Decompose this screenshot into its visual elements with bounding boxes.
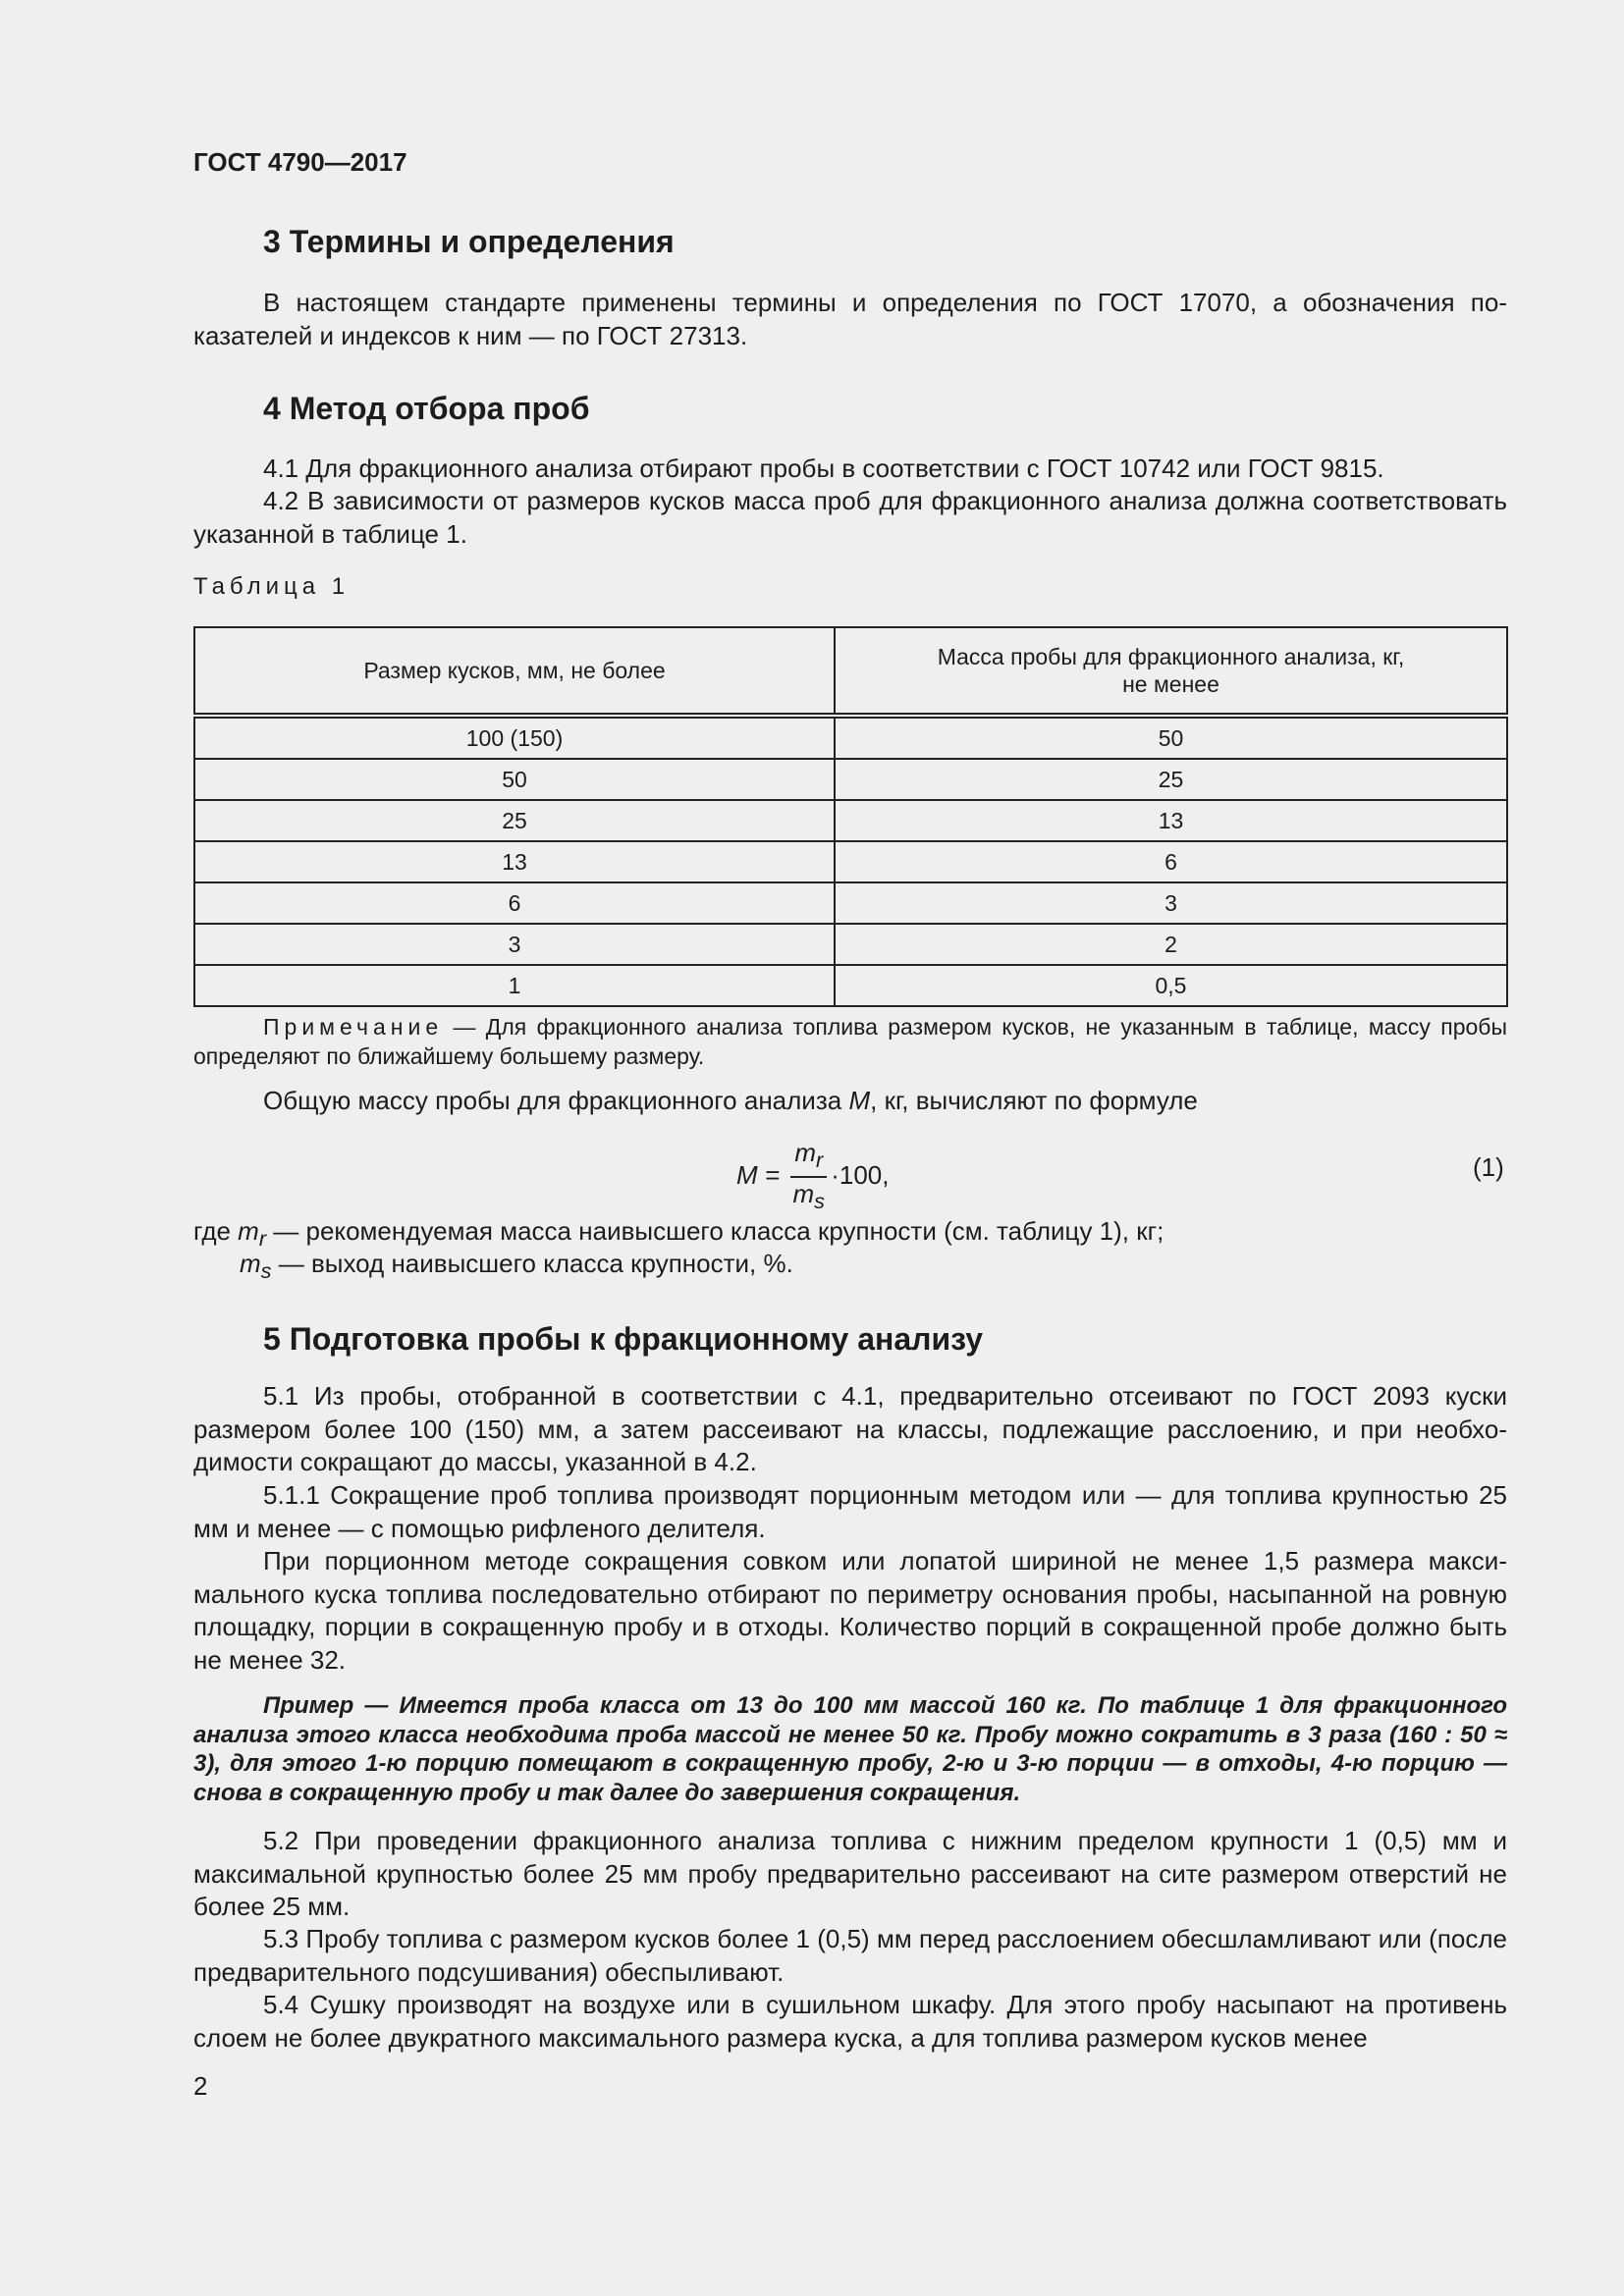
- where-var-sub-r: r: [258, 1226, 267, 1252]
- where-prefix: где: [193, 1216, 239, 1246]
- table-header-mass-line2: не менее: [1122, 671, 1219, 697]
- formula-denominator-sub: s: [814, 1189, 825, 1214]
- where-var-sub-s: s: [260, 1258, 272, 1284]
- table-row: [194, 965, 1507, 1006]
- table-cell-size: 13: [194, 841, 835, 882]
- table-row: [194, 716, 1507, 759]
- table-row: [194, 759, 1507, 800]
- formula-denominator: [790, 1178, 827, 1217]
- table-row: [194, 882, 1507, 924]
- paragraph-5-2: 5.2 При проведении фракционного анализа топлива с нижним пределом крупности 1 (0,5) мм и максимальной крупностью более 25 мм пробу предварительно рассеивают на сите размером отверстий не более 25 мм.: [193, 1826, 1507, 1921]
- table-header-mass: [835, 627, 1507, 716]
- formula-numerator-var: m: [794, 1138, 816, 1167]
- table-caption: Таблица 1: [193, 573, 351, 600]
- equation-number: (1): [1473, 1152, 1504, 1182]
- where-text-2: — выход наивысшего класса крупности, %.: [271, 1249, 793, 1278]
- table-cell-size: 50: [194, 759, 835, 800]
- table-cell-size: 6: [194, 882, 835, 924]
- formula-where-2: [240, 1248, 1506, 1288]
- table-cell-mass: 50: [835, 716, 1507, 759]
- formula-numerator-sub: r: [815, 1148, 824, 1173]
- where-var-m-2: m: [240, 1249, 261, 1278]
- paragraph-5-1: 5.1 Из пробы, отобранной в соответствии с 4.1, предварительно отсеивают по ГОСТ 2093 куски размером более 100 (150) мм, а затем рассеивают на классы, подлежащие расслоению, и при необходимости сокращают до массы, указанной в 4.2.: [193, 1381, 1507, 1476]
- table-cell-mass: 25: [835, 759, 1507, 800]
- formula-rhs: ·100,: [831, 1160, 890, 1191]
- table-header-mass-line1: Масса пробы для фракционного анализа, кг,: [937, 644, 1405, 669]
- paragraph-4-1: 4.1 Для фракционного анализа отбирают пробы в соответствии с ГОСТ 10742 или ГОСТ 9815.: [263, 454, 1384, 483]
- paragraph-portion-method: При порционном методе сокращения совком или лопатой шириной не менее 1,5 размера максимального куска топлива последовательно отбирают по периметру основания пробы, насыпанной на ровную площадку, порции в сокращенную пробу и в отходы. Количество порций в сокращенной пробе должно быть не менее 32.: [193, 1546, 1507, 1675]
- table-cell-size: 1: [194, 965, 835, 1006]
- table-row: [194, 924, 1507, 965]
- table-cell-mass: 13: [835, 800, 1507, 841]
- formula-denominator-var: m: [792, 1179, 815, 1209]
- where-var-m: m: [238, 1216, 259, 1246]
- table-note: [193, 1012, 1507, 1071]
- section-3-paragraph: В настоящем стандарте применены термины и определения по ГОСТ 17070, а обозначения показателей и индексов к ним — по ГОСТ 27313.: [193, 288, 1507, 350]
- table-cell-mass: 3: [835, 882, 1507, 924]
- formula-intro-variable: M: [848, 1086, 871, 1115]
- table-cell-mass: 0,5: [835, 965, 1507, 1006]
- table-cell-mass: 2: [835, 924, 1507, 965]
- mass-table: [193, 626, 1508, 1007]
- note-label: Примечание: [263, 1014, 444, 1040]
- section-4-title: 4 Метод отбора проб: [263, 391, 590, 426]
- page-number: 2: [193, 2071, 208, 2101]
- table-row: [194, 841, 1507, 882]
- table-cell-size: 3: [194, 924, 835, 965]
- formula-1: [736, 1137, 889, 1217]
- formula-fraction: [790, 1137, 827, 1217]
- section-3-title: 3 Термины и определения: [263, 224, 675, 259]
- example-paragraph: Пример — Имеется проба класса от 13 до 100 мм массой 160 кг. По таблице 1 для фракционного анализа этого класса необходима проба массой не менее 50 кг. Пробу можно сократить в 3 раза (160 : 50 ≈ 3), для этого 1-ю порцию помещают в сокращенную пробу, 2-ю и 3-ю порции — в отходы, 4-ю порцию — снова в сокращенную пробу и так далее до завершения сокращения.: [193, 1692, 1507, 1806]
- table-row: [194, 800, 1507, 841]
- table-header-size: Размер кусков, мм, не более: [194, 627, 835, 716]
- paragraph-5-3: 5.3 Пробу топлива с размером кусков более 1 (0,5) мм перед расслоением обесшламливают или (после предварительного подсушивания) обеспыливают.: [193, 1924, 1507, 1987]
- table-cell-mass: 6: [835, 841, 1507, 882]
- table-cell-size: 25: [194, 800, 835, 841]
- document-header: ГОСТ 4790—2017: [193, 147, 407, 177]
- paragraph-4-2: 4.2 В зависимости от размеров кусков масса проб для фракционного анализа должна соответствовать указанной в таблице 1.: [193, 486, 1507, 549]
- paragraph-5-1-1: 5.1.1 Сокращение проб топлива производят порционным методом или — для топлива крупностью 25 мм и менее — с помощью рифленого делителя.: [193, 1480, 1507, 1543]
- formula-lhs: M =: [736, 1160, 781, 1191]
- formula-numerator: [790, 1137, 827, 1178]
- where-text-1: — рекомендуемая масса наивысшего класса крупности (см. таблицу 1), кг;: [266, 1216, 1164, 1246]
- note-text: — Для фракционного анализа топлива размером кусков, не указанным в таблице, массу пробы определяют по ближайшему большему размеру.: [193, 1014, 1507, 1069]
- formula-intro: [193, 1085, 1507, 1118]
- section-5-title: 5 Подготовка пробы к фракционному анализу: [263, 1321, 984, 1357]
- formula-intro-text: Общую массу пробы для фракционного анализа: [263, 1086, 849, 1115]
- formula-intro-text-end: , кг, вычисляют по формуле: [870, 1086, 1198, 1115]
- table-cell-size: 100 (150): [194, 716, 835, 759]
- paragraph-5-4: 5.4 Сушку производят на воздухе или в сушильном шкафу. Для этого пробу насыпают на противень слоем не более двукратного максимального размера куска, а для топлива размером кусков менее: [193, 1990, 1507, 2053]
